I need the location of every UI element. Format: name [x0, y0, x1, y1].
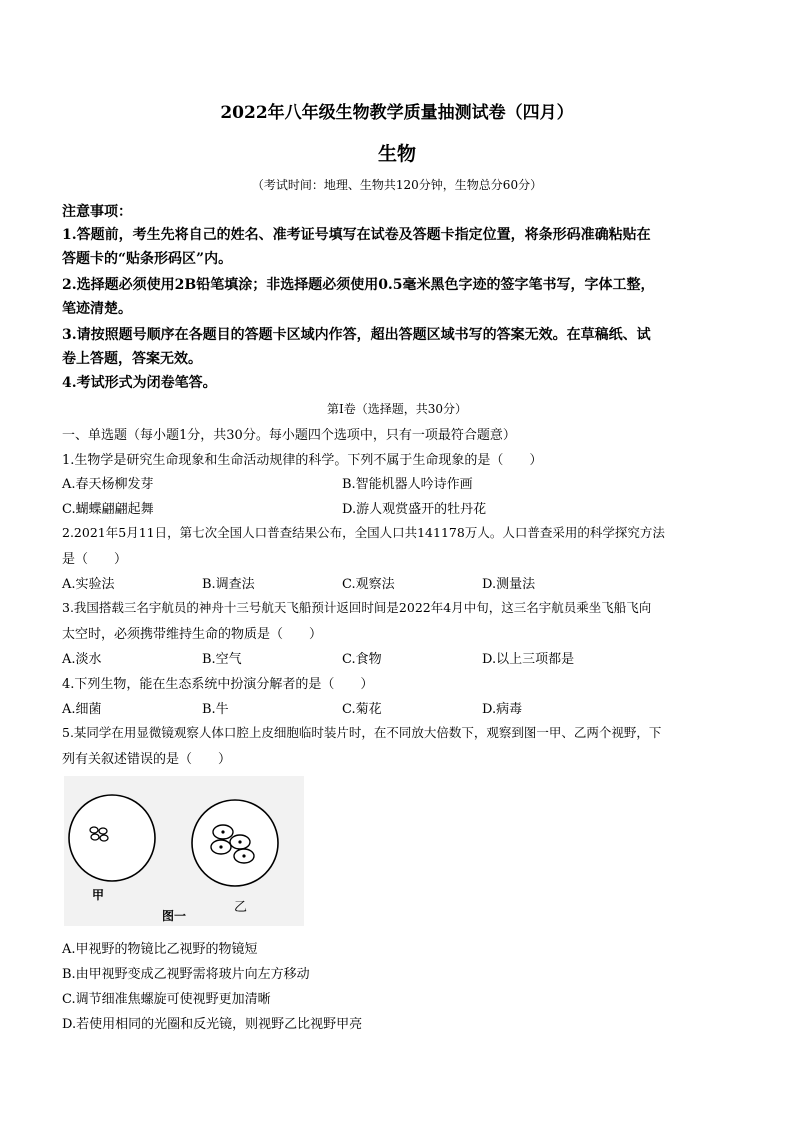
- question-3-stem-cont: 太空时，必须携带维持生命的物质是（ ）: [62, 627, 323, 642]
- notes-heading: 注意事项：: [62, 204, 132, 220]
- q1-option-a: A.春天杨柳发芽: [62, 477, 154, 492]
- q1-option-d: D.游人观赏盛开的牡丹花: [342, 502, 487, 517]
- figure-label-jia: 甲: [92, 888, 105, 902]
- q1-option-b: B.智能机器人吟诗作画: [342, 477, 473, 492]
- cell-nucleus: [219, 845, 222, 848]
- part-heading: 一、单选题（每小题1分，共30分。每小题四个选项中，只有一项最符合题意）: [62, 428, 516, 443]
- q4-option-b: B.牛: [202, 702, 229, 717]
- question-5-stem: 5.某同学在用显微镜观察人体口腔上皮细胞临时装片时，在不同放大倍数下，观察到图一甲、乙两个视野，下: [62, 725, 662, 740]
- q5-option-a: A.甲视野的物镜比乙视野的物镜短: [62, 942, 258, 957]
- figure-label-yi: 乙: [234, 900, 248, 915]
- q3-option-d: D.以上三项都是: [482, 652, 575, 667]
- question-5-stem-cont: 列有关叙述错误的是（ ）: [62, 752, 232, 767]
- note-line: 4.考试形式为闭卷笔答。: [62, 375, 217, 391]
- section-title: 第I卷（选择题，共30分）: [326, 402, 467, 416]
- q5-option-d: D.若使用相同的光圈和反光镜，则视野乙比视野甲亮: [62, 1017, 363, 1032]
- note-line: 答题卡的“贴条形码区”内。: [62, 251, 233, 267]
- q5-option-c: C.调节细准焦螺旋可使视野更加清晰: [62, 992, 271, 1007]
- note-line: 卷上答题，答案无效。: [62, 351, 202, 367]
- note-line: 3.请按照题号顺序在各题目的答题卡区域内作答，超出答题区域书写的答案无效。在草稿纸、试: [62, 327, 651, 343]
- note-line: 笔迹清楚。: [62, 301, 132, 317]
- q1-option-c: C.蝴蝶翩翩起舞: [62, 502, 154, 517]
- q2-option-c: C.观察法: [342, 577, 395, 592]
- note-line: 1.答题前，考生先将自己的姓名、准考证号填写在试卷及答题卡指定位置，将条形码准确粘贴在: [62, 227, 651, 243]
- field-of-view-yi: [192, 800, 278, 886]
- cell-nucleus: [221, 830, 224, 833]
- q2-option-b: B.调查法: [202, 577, 255, 592]
- cell-nucleus: [238, 840, 241, 843]
- q4-option-d: D.病毒: [482, 702, 523, 717]
- q4-option-a: A.细菌: [62, 702, 102, 717]
- q3-option-b: B.空气: [202, 652, 242, 667]
- field-of-view-jia: [69, 795, 155, 881]
- q2-option-d: D.测量法: [482, 577, 536, 592]
- question-1-stem: 1.生物学是研究生命现象和生命活动规律的科学。下列不属于生命现象的是（ ）: [62, 453, 543, 468]
- q5-option-b: B.由甲视野变成乙视野需将玻片向左方移动: [62, 967, 310, 982]
- q4-option-c: C.菊花: [342, 702, 382, 717]
- note-line: 2.选择题必须使用2B铅笔填涂；非选择题必须使用0.5毫米黑色字迹的签字笔书写，字体工整，: [62, 277, 655, 293]
- exam-title: 2022年八年级生物教学质量抽测试卷（四月）: [220, 103, 574, 123]
- figure-caption: 图一: [162, 909, 187, 923]
- q3-option-a: A.淡水: [62, 652, 102, 667]
- cell-nucleus: [242, 854, 245, 857]
- exam-time-note: （考试时间：地理、生物共120分钟，生物总分60分）: [251, 178, 543, 192]
- question-3-stem: 3.我国搭载三名宇航员的神舟十三号航天飞船预计返回时间是2022年4月中旬，这三名宇航员乘坐飞船飞向: [62, 600, 652, 615]
- question-2-stem-cont: 是（ ）: [62, 552, 128, 567]
- subject-title: 生物: [377, 143, 416, 165]
- microscope-view-figure: [64, 776, 304, 926]
- q3-option-c: C.食物: [342, 652, 382, 667]
- question-4-stem: 4.下列生物，能在生态系统中扮演分解者的是（ ）: [62, 677, 374, 692]
- q2-option-a: A.实验法: [62, 577, 115, 592]
- question-2-stem: 2.2021年5月11日，第七次全国人口普查结果公布，全国人口共141178万人。人口普查采用的科学探究方法: [62, 525, 665, 540]
- figure-drawing: [64, 776, 304, 926]
